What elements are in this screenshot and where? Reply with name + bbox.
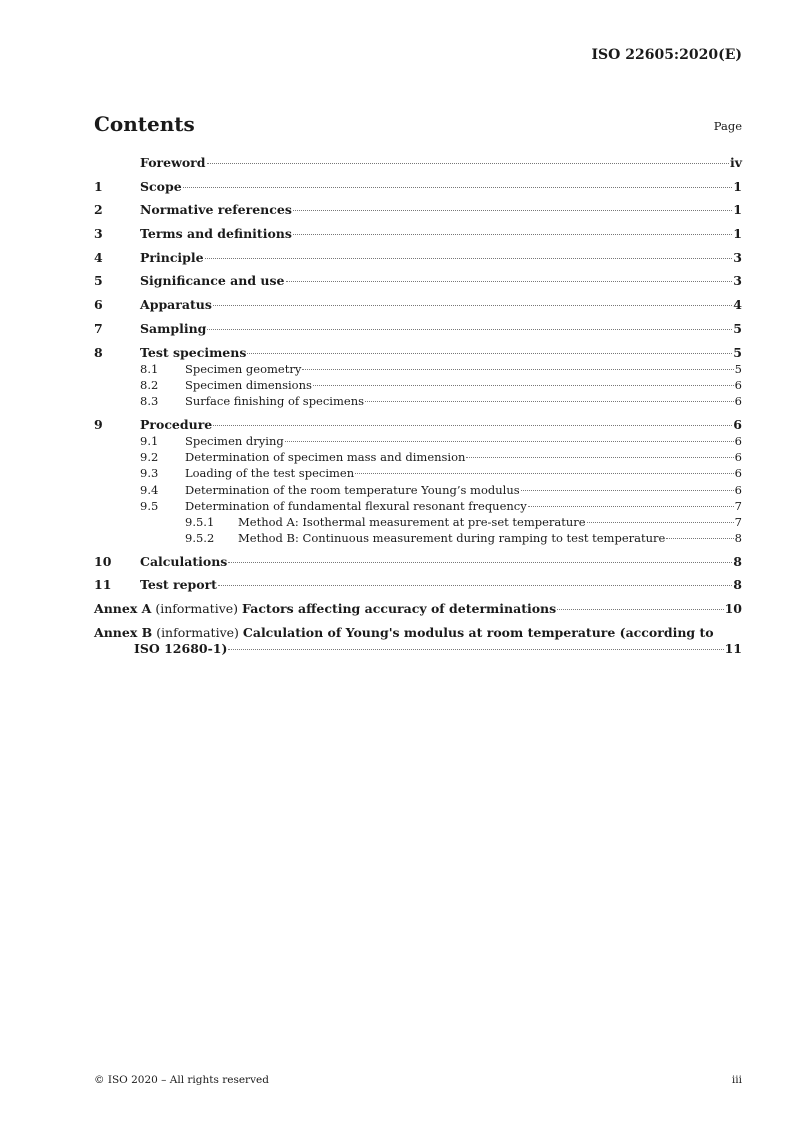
dot-leader	[302, 369, 733, 370]
toc-page-number: 5	[733, 320, 742, 336]
toc-page-number: 11	[724, 640, 742, 656]
toc-entry[interactable]	[94, 530, 742, 546]
dot-leader	[355, 473, 734, 474]
toc-number: 2	[94, 202, 103, 218]
toc-number: 1	[94, 178, 103, 194]
toc-number: 9.5.1	[185, 514, 215, 529]
toc-title: Specimen drying	[185, 433, 284, 448]
dot-leader	[587, 522, 734, 523]
annex-type: (informative)	[156, 624, 239, 640]
toc-number: 8	[94, 344, 103, 360]
toc-title: Loading of the test specimen	[185, 466, 355, 481]
toc-title: Test specimens	[140, 344, 247, 360]
toc-entry[interactable]	[94, 297, 742, 313]
toc-title: Surface finishing of specimens	[185, 394, 365, 409]
toc-entry[interactable]	[94, 361, 742, 377]
toc-number: 10	[94, 553, 112, 569]
toc-entry[interactable]	[94, 498, 742, 514]
dot-leader	[286, 281, 733, 282]
toc-title: Method B: Continuous measurement during ramping to test temperature	[238, 531, 666, 546]
toc-number: 9.5	[140, 498, 159, 513]
toc-number: 9	[94, 416, 103, 432]
dot-leader	[557, 609, 723, 610]
toc-page-number: 1	[733, 178, 742, 194]
dot-leader	[218, 585, 732, 586]
toc-number: 5	[94, 273, 103, 289]
toc-entry[interactable]	[94, 377, 742, 393]
toc-title: Calculations	[140, 553, 228, 569]
dot-leader	[293, 234, 732, 235]
dot-leader	[213, 425, 732, 426]
dot-leader	[285, 441, 734, 442]
dot-leader	[528, 506, 734, 507]
toc-entry[interactable]	[94, 465, 742, 481]
toc-title: Apparatus	[140, 297, 212, 313]
toc-page-number: 8	[733, 577, 742, 593]
annex-label: Annex A	[94, 601, 152, 617]
toc-number: 11	[94, 577, 112, 593]
toc-number: 3	[94, 226, 103, 242]
dot-leader	[666, 538, 733, 539]
toc-annex-b[interactable]	[94, 625, 742, 657]
toc-page-number: 1	[733, 226, 742, 242]
toc-page-number: 6	[734, 466, 742, 481]
toc-title: Foreword	[140, 155, 206, 170]
toc-page-number: 5	[734, 361, 742, 376]
toc-entry[interactable]	[94, 514, 742, 530]
toc-number: 9.1	[140, 433, 159, 448]
toc-entry[interactable]	[94, 433, 742, 449]
toc-title: Terms and definitions	[140, 226, 292, 242]
toc-title: Method A: Isothermal measurement at pre-set temperature	[238, 514, 586, 529]
annex-type: (informative)	[155, 601, 239, 617]
toc-title: Sampling	[140, 320, 207, 336]
dot-leader	[205, 258, 733, 259]
toc-number: 9.4	[140, 482, 159, 497]
dot-leader	[313, 385, 734, 386]
toc-page-number: iv	[729, 155, 742, 170]
annex-title-continued: ISO 12680-1)	[134, 640, 228, 656]
toc-number: 9.5.2	[185, 531, 215, 546]
toc-number: 7	[94, 320, 103, 336]
footer-page-number: iii	[731, 1074, 742, 1086]
toc-page-number: 7	[734, 514, 742, 529]
toc-page-number: 6	[734, 482, 742, 497]
toc-title: Principle	[140, 249, 204, 265]
annex-title: Calculation of Young's modulus at room temperature (according to	[242, 624, 714, 640]
dot-leader	[521, 490, 734, 491]
footer-copyright: © ISO 2020 – All rights reserved	[94, 1074, 269, 1086]
page-column-label: Page	[713, 119, 742, 133]
toc-number: 6	[94, 297, 103, 313]
toc-number: 9.2	[140, 450, 159, 465]
table-of-contents	[94, 155, 742, 657]
toc-entry[interactable]	[94, 482, 742, 498]
toc-entry[interactable]	[94, 155, 742, 171]
toc-annex-a[interactable]	[94, 601, 742, 617]
toc-title: Procedure	[140, 416, 213, 432]
dot-leader	[207, 163, 729, 164]
toc-title: Specimen geometry	[185, 361, 302, 376]
toc-entry[interactable]	[94, 554, 742, 570]
toc-title: Specimen dimensions	[185, 377, 312, 392]
toc-page-number: 3	[733, 273, 742, 289]
toc-entry[interactable]	[94, 417, 742, 433]
toc-title: Normative references	[140, 202, 292, 218]
toc-page-number: 8	[734, 531, 742, 546]
toc-page-number: 6	[734, 450, 742, 465]
toc-entry[interactable]	[94, 577, 742, 593]
toc-page-number: 8	[733, 553, 742, 569]
toc-number: 8.1	[140, 361, 159, 376]
annex-label: Annex B	[94, 624, 153, 640]
dot-leader	[365, 401, 734, 402]
annex-title: Factors affecting accuracy of determinations	[242, 601, 557, 617]
dot-leader	[183, 187, 733, 188]
toc-page-number: 1	[733, 202, 742, 218]
document-id: ISO 22605:2020(E)	[591, 47, 742, 63]
toc-page-number: 7	[734, 498, 742, 513]
toc-title: Determination of specimen mass and dimension	[185, 450, 466, 465]
toc-page-number: 6	[734, 394, 742, 409]
toc-number: 8.3	[140, 394, 159, 409]
toc-page-number: 4	[733, 297, 742, 313]
toc-entry[interactable]	[94, 393, 742, 409]
toc-page-number: 10	[724, 601, 742, 617]
toc-number: 9.3	[140, 466, 159, 481]
toc-entry[interactable]	[94, 273, 742, 289]
page-title: Contents	[94, 112, 195, 136]
toc-entry[interactable]	[94, 449, 742, 465]
toc-page-number: 6	[734, 433, 742, 448]
toc-title: Significance and use	[140, 273, 285, 289]
dot-leader	[466, 457, 733, 458]
toc-entry[interactable]	[94, 345, 742, 361]
toc-title: Scope	[140, 178, 182, 194]
toc-page-number: 3	[733, 249, 742, 265]
toc-number: 4	[94, 249, 103, 265]
toc-title: Test report	[140, 577, 217, 593]
toc-entry[interactable]	[94, 250, 742, 266]
dot-leader	[293, 210, 732, 211]
toc-page-number: 6	[733, 416, 742, 432]
toc-page-number: 5	[733, 344, 742, 360]
toc-entry[interactable]	[94, 202, 742, 218]
toc-entry[interactable]	[94, 226, 742, 242]
toc-title: Determination of the room temperature Young’s modulus	[185, 482, 520, 497]
toc-page-number: 6	[734, 377, 742, 392]
dot-leader	[228, 649, 723, 650]
dot-leader	[228, 562, 732, 563]
toc-entry[interactable]	[94, 179, 742, 195]
toc-title: Determination of fundamental flexural resonant frequency	[185, 498, 527, 513]
toc-entry[interactable]	[94, 321, 742, 337]
dot-leader	[213, 305, 732, 306]
toc-number: 8.2	[140, 377, 159, 392]
dot-leader	[207, 329, 732, 330]
dot-leader	[247, 353, 732, 354]
